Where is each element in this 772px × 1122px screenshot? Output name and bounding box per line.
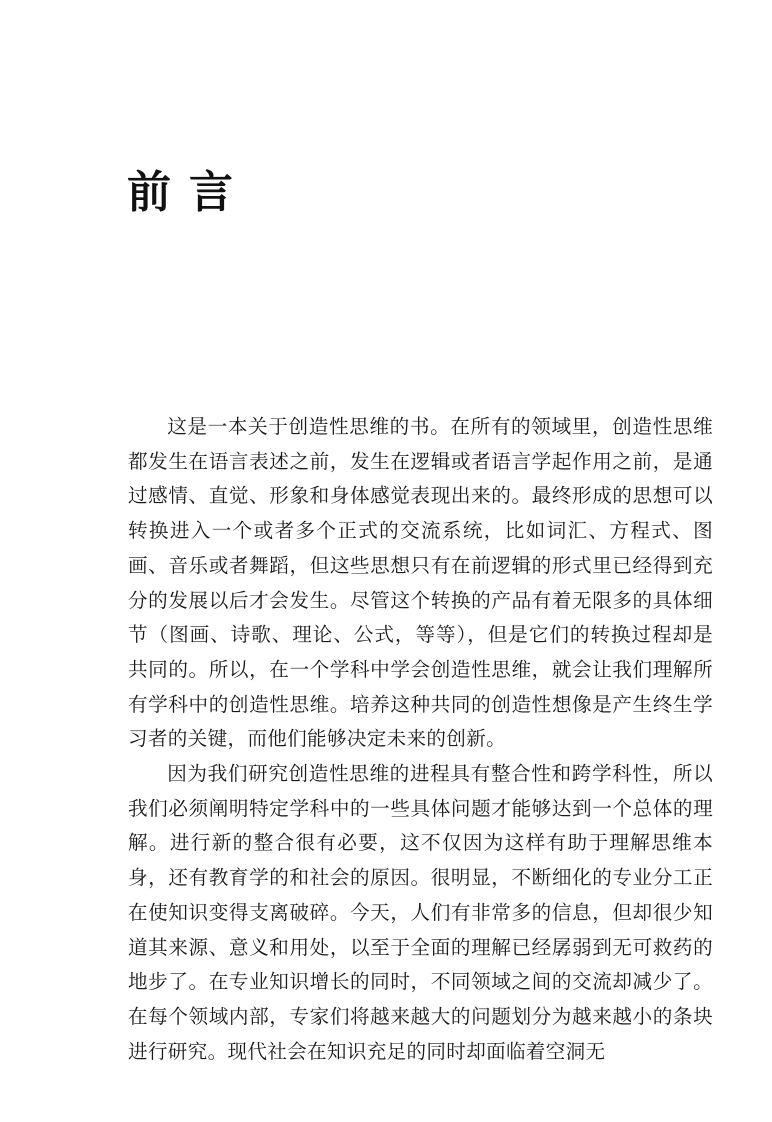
paragraph-1: 这是一本关于创造性思维的书。在所有的领域里，创造性思维都发生在语言表述之前，发生在逻辑或者语言学起作用之前，是通过感情、直觉、形象和身体感觉表现出来的。最终形成的思想可以转换进入一个或者多个正式的交流系统，比如词汇、方程式、图画、音乐或者舞蹈，但这些思想只有在前逻辑的形式里已经得到充分的发展以后才会发生。尽管这个转换的产品有着无限多的具体细节（图画、诗歌、理论、公式，等等），但是它们的转换过程却是共同的。所以，在一个学科中学会创造性思维，就会让我们理解所有学科中的创造性思维。培养这种共同的创造性想像是产生终生学习者的关键，而他们能够决定未来的创新。 (128, 415, 713, 751)
chapter-title: 前言 (127, 167, 251, 218)
paragraph-2: 因为我们研究创造性思维的进程具有整合性和跨学科性，所以我们必须阐明特定学科中的一些具体问题才能够达到一个总体的理解。进行新的整合很有必要，这不仅因为这样有助于理解思维本身，还有教育学的和社会的原因。很明显，不断细化的专业分工正在使知识变得支离破碎。今天，人们有非常多的信息，但却很少知道其来源、意义和用处，以至于全面的理解已经孱弱到无可救药的地步了。在专业知识增长的同时，不同领域之间的交流却减少了。在每个领域内部，专家们将越来越大的问题划分为越来越小的条块进行研究。现代社会在知识充足的同时却面临着空洞无 (128, 762, 713, 1063)
body-text (128, 410, 713, 1069)
